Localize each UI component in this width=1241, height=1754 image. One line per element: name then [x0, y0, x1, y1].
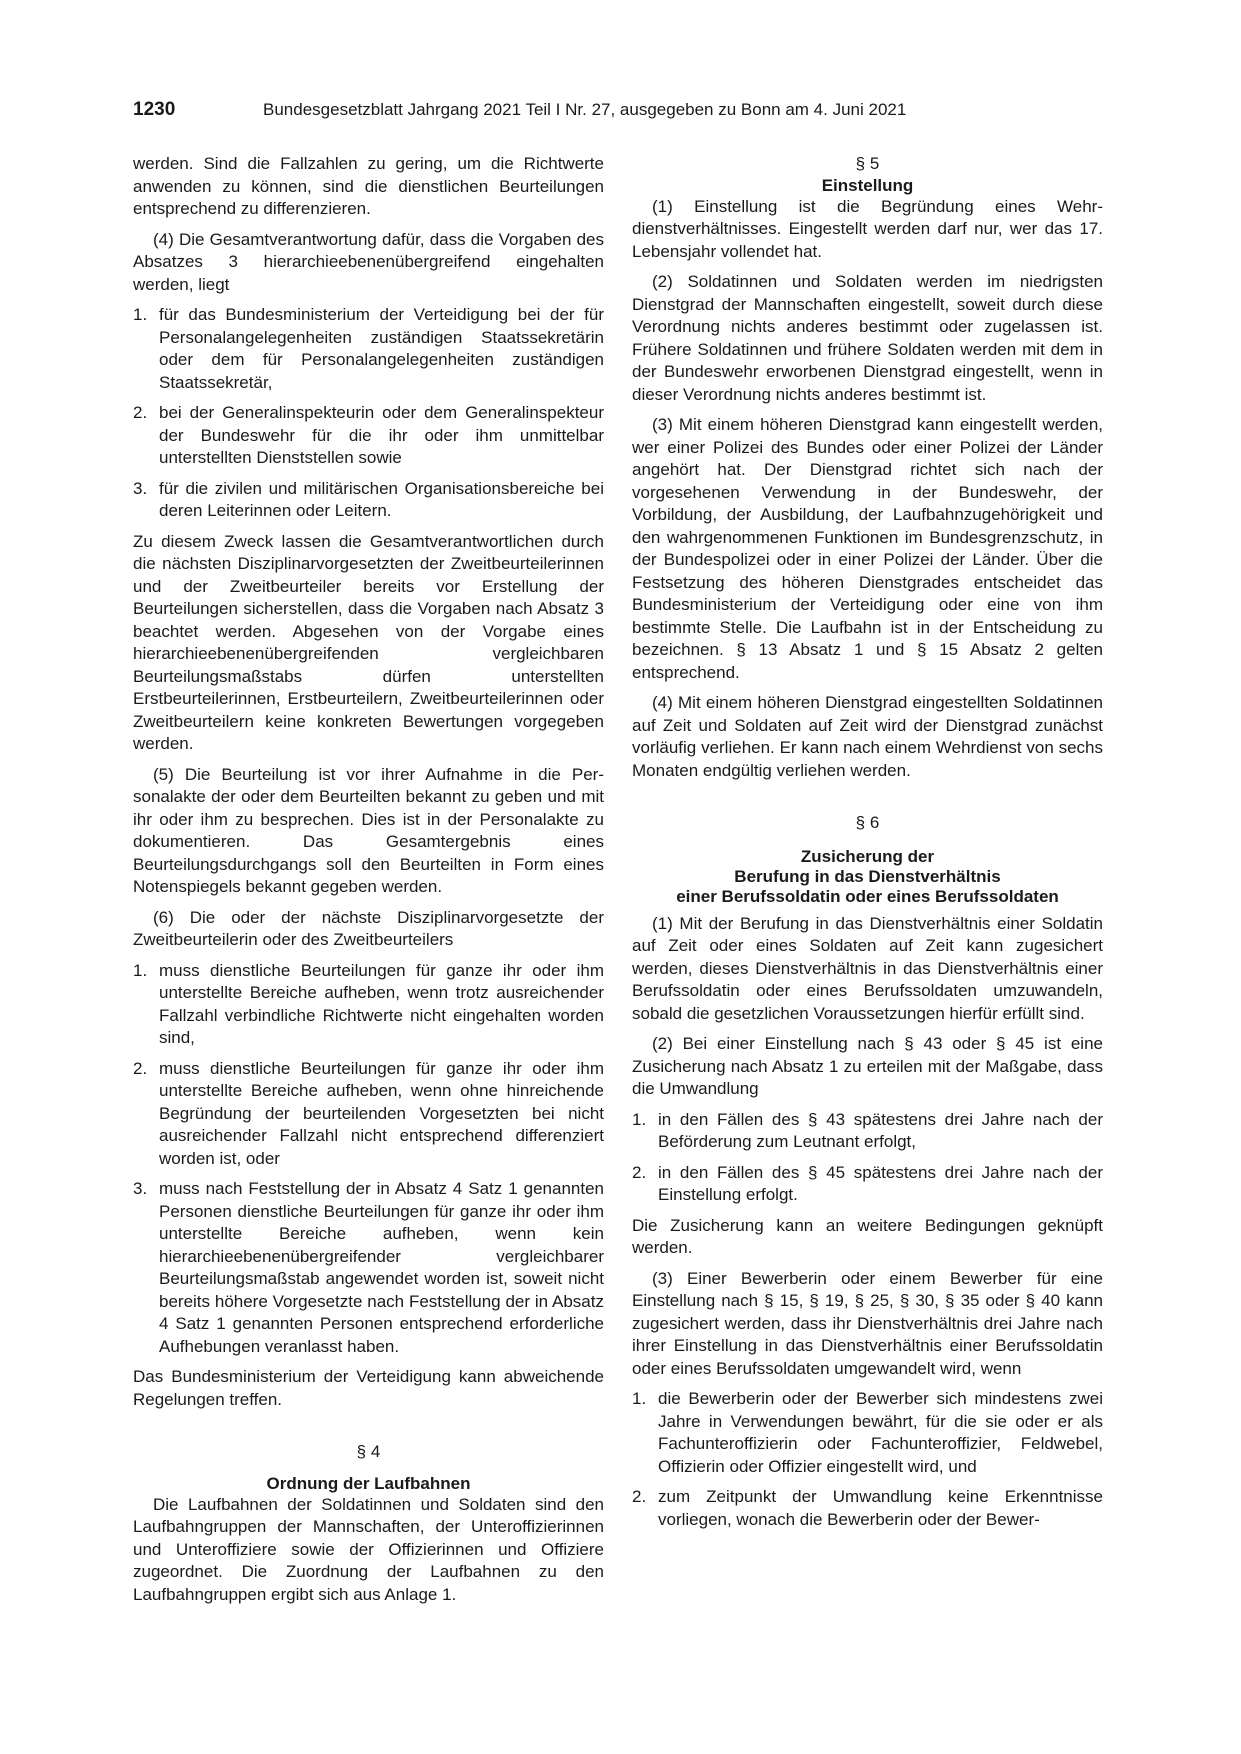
- abs4-list: [133, 304, 604, 523]
- section-title: Einstellung: [821, 175, 914, 195]
- list-item: [632, 1109, 1103, 1154]
- list-text: in den Fällen des § 43 spätestens drei Jahre nach der Beförderung zum Leutnant erfolgt,: [658, 1109, 1103, 1151]
- list-number: 1.: [133, 960, 148, 980]
- section-title-line: Zusicherung der: [800, 846, 935, 866]
- page-header: [133, 99, 1103, 127]
- list-text: muss dienstliche Beurteilungen für ganze ihr oder ihm unterstellte Bereiche aufheben, wenn trotz ausreichender Fallzahl verbindliche Richtwerte nicht eingehalten worden sind,: [159, 960, 604, 1047]
- abs6-list: [133, 960, 604, 1359]
- s6-abs2-list: [632, 1109, 1103, 1207]
- list-item: [133, 478, 604, 523]
- list-item: [133, 960, 604, 1050]
- list-number: 2.: [632, 1162, 647, 1182]
- paragraph-abs6: (6) Die oder der nächste Disziplinarvorgesetzte der Zweitbeurteilerin oder des Zweitbeurteilers: [133, 907, 604, 949]
- paragraph: (3) Mit einem höheren Dienstgrad kann eingestellt werden, wer einer Polizei des Bundes oder einer Polizei der Länder angehört hat. Der Dienstgrad richtet sich nach der vorgesehenen Verwendung in der Bundeswehr, der Vorbildung, der Ausbildung, der Laufbahnzugehörigkeit und den wahrgenommenen Funktionen im Bundesgrenzschutz, in der Bundespolizei oder in einer Polizei der Länder. Über die Festsetzung des höheren Dienstgrades entscheidet das Bundesministerium der Verteidigung oder eine von ihm bestimmte Stelle. Die Laufbahn ist in der Entscheidung zu bezeichnen. § 13 Absatz 1 und § 15 Absatz 2 gelten entsprechend.: [632, 415, 1103, 682]
- paragraph: (2) Soldatinnen und Soldaten werden im niedrigsten Dienstgrad der Mannschaften eingestellt, soweit durch diese Verordnung nichts anderes bestimmt oder zugelassen ist. Frühere Soldatinnen und frühere Soldaten werden mit dem in der Bundeswehr erworbenen Dienstgrad eingestellt, wenn in dieser Verordnung nichts anderes bestimmt ist.: [632, 272, 1103, 404]
- section-label: § 4: [356, 1442, 381, 1461]
- section-label: § 6: [855, 813, 880, 832]
- paragraph: (1) Einstellung ist die Begründung eines Wehrdienstverhältnisses. Eingestellt werden darf nur, wer das 17. Lebensjahr vollendet hat.: [632, 196, 1103, 261]
- list-number: 1.: [133, 305, 148, 324]
- list-number: 2.: [133, 403, 148, 422]
- paragraph-abs4: (4) Die Gesamtverantwortung dafür, dass die Vorgaben des Absatzes 3 hierarchieebenenübergreifend eingehalten werden, liegt: [133, 229, 604, 294]
- paragraph: Die Zusicherung kann an weitere Bedingungen geknüpft werden.: [632, 1215, 1103, 1257]
- list-text: für die zivilen und militärischen Organisationsbereiche bei deren Leiterinnen oder Leitern.: [159, 478, 604, 520]
- list-number: 2.: [133, 1058, 148, 1078]
- list-text: für das Bundesministerium der Verteidigung bei der für Personalangelegenheiten zuständigen Staatssekretärin oder dem für Personalangelegenheiten zuständigen Staatssekretär,: [159, 305, 604, 392]
- list-item: [133, 304, 604, 394]
- list-text: bei der Generalinspekteurin oder dem Generalinspekteur der Bundeswehr für die ihr oder ihm unmittelbar unterstellten Dienststellen sowie: [159, 403, 604, 467]
- paragraph: Zu diesem Zweck lassen die Gesamtverantwortlichen durch die nächsten Disziplinarvorgesetzten der Zweitbeurteilerinnen und der Zweitbeurteiler bereits vor Erstellung der Beurteilungen sicherstellen, dass die Vorgaben nach Absatz 3 beachtet werden. Abgesehen von der Vorgabe eines hierarchieebenenübergreifenden vergleichbaren Beurteilungsmaßstabs dürfen unterstellten Erstbeurteilerinnen, Erstbeurteilern, Zweitbeurteilerinnen oder Zweitbeurteilern keine konkreten Bewertungen vorgegeben werden.: [133, 531, 604, 753]
- section-title-line: einer Berufssoldatin oder eines Berufssoldaten: [676, 886, 1059, 906]
- paragraph: (2) Bei einer Einstellung nach § 43 oder § 45 ist eine Zusicherung nach Absatz 1 zu erteilen mit der Maßgabe, dass die Umwandlung: [632, 1034, 1103, 1098]
- paragraph-abs5: (5) Die Beurteilung ist vor ihrer Aufnahme in die Personalakte der oder dem Beurteilten bekannt zu geben und mit ihr oder ihm zu besprechen. Dies ist in der Personalakte zu dokumentieren. Das Gesamtergebnis eines Beurteilungsdurchgangs soll den Beurteilten in Form eines Notenspiegels bekannt gegeben werden.: [133, 764, 604, 896]
- list-number: 2.: [632, 1487, 647, 1506]
- page-number: 1230: [133, 99, 176, 120]
- paragraph: Das Bundesministerium der Verteidigung kann abweichende Regelungen treffen.: [133, 1367, 604, 1409]
- list-text: muss nach Feststellung der in Absatz 4 Satz 1 genannten Personen dienstliche Beurteilungen für ganze ihr oder ihm unterstellte Bereiche aufheben, wenn kein hierarchieebenenübergreifender vergleichbarer Beurteilungsmaßstab angewendet worden ist, soweit nicht bereits höhere Vorgesetzte nach Feststellung der in Absatz 4 Satz 1 genannten Personen entsprechend erforderliche Aufhebungen veranlasst haben.: [159, 1179, 604, 1356]
- list-item: [133, 1058, 604, 1171]
- list-text: muss dienstliche Beurteilungen für ganze ihr oder ihm unterstellte Bereiche aufheben, wenn ohne hinreichende Begründung der beurteilenden Vorgesetzten bei nicht ausreichender Fallzahl nicht entsprechend differenziert worden ist, oder: [159, 1058, 604, 1168]
- list-text: zum Zeitpunkt der Umwandlung keine Erkenntnisse vorliegen, wonach die Bewerberin oder der Bewer-: [658, 1487, 1103, 1529]
- paragraph: (1) Mit der Berufung in das Dienstverhältnis einer Soldatin auf Zeit oder eines Soldaten auf Zeit kann zugesichert werden, dieses Dienstverhältnis in das Dienstverhältnis einer Berufssoldatin oder eines Berufssoldaten umzuwandeln, sobald die gesetzlichen Voraussetzungen hierfür erfüllt sind.: [632, 913, 1103, 1023]
- section-title: Ordnung der Laufbahnen: [266, 1473, 471, 1493]
- section-title-line: Berufung in das Dienstverhältnis: [734, 866, 1001, 886]
- right-column: [632, 153, 1103, 1539]
- paragraph: werden. Sind die Fallzahlen zu gering, um die Richtwerte anwenden zu können, sind die dienstlichen Beurteilungen entsprechend zu differenzieren.: [133, 154, 604, 218]
- list-item: [632, 1162, 1103, 1207]
- section-title: [632, 847, 1103, 907]
- list-item: [133, 1178, 604, 1358]
- s6-abs3-list: [632, 1388, 1103, 1531]
- paragraph: Die Laufbahnen der Soldatinnen und Soldaten sind den Laufbahngruppen der Mannschaften, der Unteroffizierinnen und Unteroffiziere sowie der Offizierinnen und Offiziere zugeordnet. Die Zuordnung der Laufbahnen zu den Laufbahngruppen ergibt sich aus Anlage 1.: [133, 1494, 604, 1604]
- list-text: die Bewerberin oder der Bewerber sich mindestens zwei Jahre in Verwendungen bewährt, für die sie oder er als Fachunteroffizierin oder Fachunteroffizier, Feldwebel, Offizierin oder Offizier eingestellt wird, und: [658, 1389, 1103, 1476]
- list-item: [632, 1388, 1103, 1478]
- list-item: [133, 402, 604, 470]
- list-number: 1.: [632, 1389, 647, 1408]
- section-label: § 5: [855, 154, 880, 173]
- list-number: 3.: [133, 1179, 148, 1198]
- left-column: [133, 153, 604, 1606]
- paragraph: (4) Mit einem höheren Dienstgrad eingestellten Soldatinnen auf Zeit und Soldaten auf Zeit wird der Dienstgrad zunächst vorläufig verliehen. Er kann nach einem Wehrdienst von sechs Monaten endgültig verliehen werden.: [632, 693, 1103, 780]
- list-number: 1.: [632, 1109, 647, 1129]
- paragraph: (3) Einer Bewerberin oder einem Bewerber für eine Einstellung nach § 15, § 19, § 25, § 30, § 35 oder § 40 kann zugesichert werden, dass ihr Dienstverhältnis drei Jahre nach ihrer Einstellung in das Dienstverhältnis einer Berufssoldatin oder eines Berufssoldaten umgewandelt wird, wenn: [632, 1268, 1103, 1378]
- list-text: in den Fällen des § 45 spätestens drei Jahre nach der Einstellung erfolgt.: [658, 1162, 1103, 1204]
- running-head: Bundesgesetzblatt Jahrgang 2021 Teil I Nr. 27, ausgegeben zu Bonn am 4. Juni 2021: [263, 100, 907, 119]
- list-item: [632, 1486, 1103, 1531]
- list-number: 3.: [133, 478, 148, 498]
